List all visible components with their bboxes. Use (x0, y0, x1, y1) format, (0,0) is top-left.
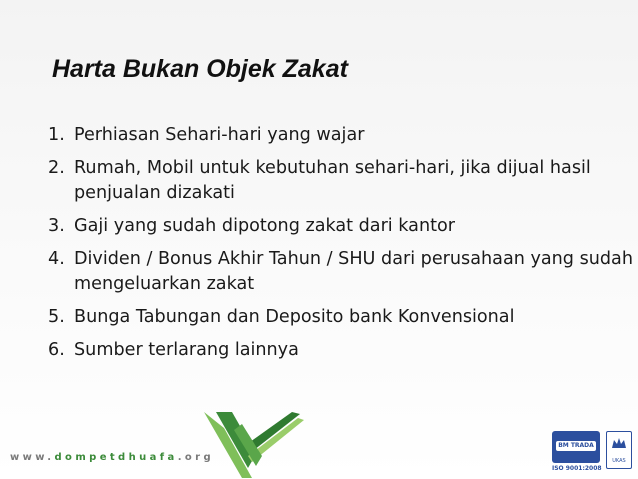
list-item-text: Gaji yang sudah dipotong zakat dari kantor (74, 216, 455, 236)
list-item (48, 305, 633, 330)
dompet-dhuafa-logo-icon (196, 410, 306, 479)
list-item-text: Dividen / Bonus Akhir Tahun / SHU dari perusahaan yang sudah mengeluarkan zakat (74, 249, 633, 294)
list-item (48, 156, 633, 206)
list-item-number: 2. (48, 158, 65, 178)
ukas-mark-icon (606, 431, 632, 469)
list-item (48, 123, 633, 148)
url-domain: dompetdhuafa (54, 452, 178, 463)
list-item-number: 6. (48, 340, 65, 360)
bullet-list (48, 123, 633, 371)
footer-website-url[interactable] (10, 452, 214, 463)
list-item-text: Bunga Tabungan dan Deposito bank Konvensional (74, 307, 515, 327)
list-item-number: 1. (48, 125, 65, 145)
list-item (48, 338, 633, 363)
iso-label: ISO 9001:2008 (552, 465, 602, 472)
list-item-text: Rumah, Mobil untuk kebutuhan sehari-hari, jika dijual hasil penjualan dizakati (74, 158, 591, 203)
ukas-label: UKAS (612, 458, 626, 464)
url-prefix: www. (10, 452, 55, 463)
iso-certification-logo (552, 431, 632, 475)
list-item-number: 5. (48, 307, 65, 327)
list-item-number: 3. (48, 216, 65, 236)
crown-icon (607, 432, 631, 456)
list-item (48, 214, 633, 239)
url-suffix: .org (177, 452, 215, 463)
list-item-number: 4. (48, 249, 65, 269)
list-item-text: Perhiasan Sehari-hari yang wajar (74, 125, 365, 145)
bm-trada-badge-icon (552, 431, 600, 463)
list-item (48, 247, 633, 297)
list-item-text: Sumber terlarang lainnya (74, 340, 299, 360)
bm-trada-label: BM TRADA (556, 441, 596, 451)
slide-title: Harta Bukan Objek Zakat (52, 55, 348, 83)
